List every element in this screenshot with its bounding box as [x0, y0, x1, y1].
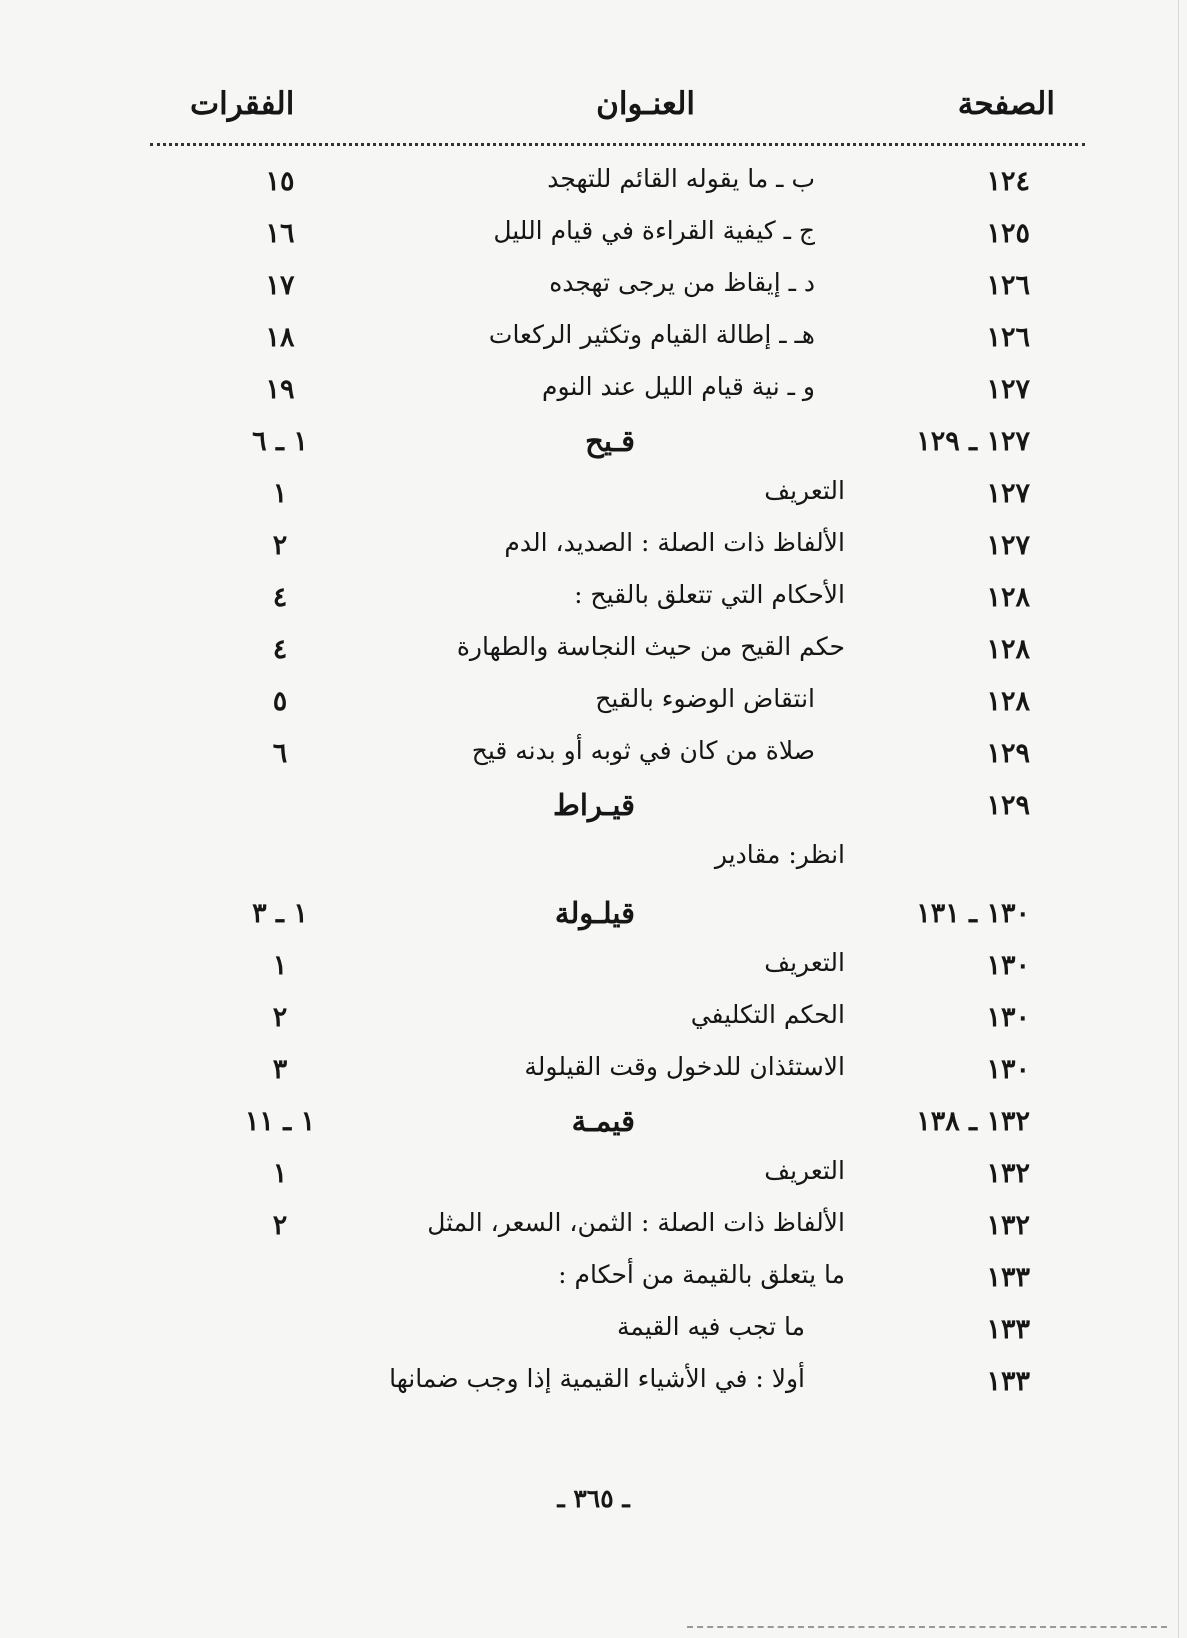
toc-page-number: ١٣٠ [986, 1002, 1030, 1033]
toc-page-number: ١٢٦ [986, 322, 1030, 353]
toc-paragraph-range: ٤ [272, 582, 288, 613]
toc-heading-title: قيلـولة [554, 896, 635, 930]
toc-row [150, 368, 1085, 420]
toc-paragraph-range: ١٦ [265, 218, 295, 249]
toc-entry-title: التعريف [764, 1156, 845, 1185]
toc-entry-title: ج ـ كيفية القراءة في قيام الليل [493, 216, 815, 245]
toc-row [150, 732, 1085, 784]
toc-row [150, 1152, 1085, 1204]
toc-page-number: ١٣٠ [986, 950, 1030, 981]
toc-heading-row [150, 1100, 1085, 1152]
toc-heading-title: قيـراط [553, 788, 635, 822]
page-number: ـ ٣٦٥ ـ [557, 1484, 630, 1513]
toc-heading-title: قـيح [585, 424, 635, 458]
toc-paragraph-range: ١ [272, 478, 288, 509]
toc-paragraph-range: ١٥ [265, 166, 295, 197]
toc-paragraph-range: ١ [272, 950, 288, 981]
toc-page-number: ١٢٨ [986, 634, 1030, 665]
toc-paragraph-range: ٤ [272, 634, 288, 665]
toc-entry-title: ما تجب فيه القيمة [616, 1312, 805, 1341]
page-column-label: الصفحة [957, 86, 1055, 122]
toc-paragraph-range: ٦ [272, 738, 288, 769]
toc-page-number: ١٣٢ [986, 1210, 1030, 1241]
toc-page-number: ١٣٣ [986, 1314, 1030, 1345]
toc-page-number: ١٢٧ [986, 374, 1030, 405]
toc-entry-title: ب ـ ما يقوله القائم للتهجد [547, 164, 815, 193]
toc-page-number: ١٢٧ [986, 530, 1030, 561]
scan-artifact-line [687, 1626, 1167, 1628]
toc-entry-title: الألفاظ ذات الصلة : الصديد، الدم [504, 528, 845, 557]
toc-entry-title: الاستئذان للدخول وقت القيلولة [524, 1052, 845, 1081]
toc-paragraph-range: ١٩ [265, 374, 295, 405]
toc-page-number: ١٢٩ [986, 790, 1030, 821]
toc-page-number: ١٢٧ ـ ١٢٩ [916, 426, 1030, 457]
toc-paragraph-range: ٢ [272, 530, 288, 561]
toc-page-number: ١٢٨ [986, 582, 1030, 613]
toc-paragraph-range: ١ ـ ٣ [252, 898, 308, 929]
toc-heading-row [150, 784, 1085, 836]
toc-list [150, 160, 1085, 1412]
toc-paragraph-range: ٢ [272, 1210, 288, 1241]
toc-page-number: ١٣٠ [986, 1054, 1030, 1085]
toc-heading-row [150, 892, 1085, 944]
scan-edge [1178, 0, 1179, 1638]
toc-paragraph-range: ١٧ [265, 270, 295, 301]
toc-paragraph-range: ١ [272, 1158, 288, 1189]
toc-page-number: ١٢٩ [986, 738, 1030, 769]
toc-paragraph-range: ٢ [272, 1002, 288, 1033]
toc-entry-title: الألفاظ ذات الصلة : الثمن، السعر، المثل [427, 1208, 845, 1237]
toc-paragraph-range: ١ ـ ١١ [244, 1106, 316, 1137]
toc-page-number: ١٣٢ [986, 1158, 1030, 1189]
toc-row [150, 524, 1085, 576]
toc-page-number: ١٣٢ ـ ١٣٨ [916, 1106, 1030, 1137]
toc-entry-title: صلاة من كان في ثوبه أو بدنه قيح [471, 736, 815, 765]
toc-row [150, 1308, 1085, 1360]
toc-paragraph-range: ٣ [272, 1054, 288, 1085]
toc-page-number: ١٢٤ [986, 166, 1030, 197]
toc-entry-title: التعريف [764, 476, 845, 505]
toc-entry-title: و ـ نية قيام الليل عند النوم [542, 372, 815, 401]
toc-entry-title: انظر: مقادير [714, 840, 845, 869]
toc-row [150, 944, 1085, 996]
toc-heading-row [150, 420, 1085, 472]
toc-row [150, 576, 1085, 628]
toc-row [150, 316, 1085, 368]
toc-page-number: ١٣٣ [986, 1366, 1030, 1397]
toc-row [150, 212, 1085, 264]
paragraphs-column-label: الفقرات [190, 86, 295, 122]
toc-entry-title: الأحكام التي تتعلق بالقيح : [574, 580, 845, 609]
toc-row [150, 836, 1085, 892]
toc-entry-title: أولا : في الأشياء القيمية إذا وجب ضمانها [389, 1364, 805, 1393]
toc-header [150, 86, 1085, 146]
toc-row [150, 680, 1085, 732]
toc-entry-title: التعريف [764, 948, 845, 977]
toc-row [150, 996, 1085, 1048]
title-column-label: العنـوان [596, 86, 695, 122]
toc-row [150, 1256, 1085, 1308]
toc-page-number: ١٢٨ [986, 686, 1030, 717]
toc-page-number: ١٢٥ [986, 218, 1030, 249]
toc-page-number: ١٣٣ [986, 1262, 1030, 1293]
toc-row [150, 264, 1085, 316]
toc-entry-title: هـ ـ إطالة القيام وتكثير الركعات [488, 320, 815, 349]
toc-page-number: ١٢٧ [986, 478, 1030, 509]
toc-entry-title: انتقاض الوضوء بالقيح [595, 684, 815, 713]
toc-row [150, 1048, 1085, 1100]
toc-row [150, 628, 1085, 680]
toc-row [150, 160, 1085, 212]
toc-heading-title: قيمـة [571, 1104, 635, 1138]
toc-page-number: ١٣٠ ـ ١٣١ [916, 898, 1030, 929]
toc-paragraph-range: ١ ـ ٦ [252, 426, 308, 457]
header-dotted-rule [150, 143, 1085, 146]
toc-paragraph-range: ١٨ [265, 322, 295, 353]
toc-row [150, 1360, 1085, 1412]
toc-page-number: ١٢٦ [986, 270, 1030, 301]
toc-entry-title: د ـ إيقاظ من يرجى تهجده [549, 268, 815, 297]
toc-paragraph-range: ٥ [272, 686, 288, 717]
toc-entry-title: حكم القيح من حيث النجاسة والطهارة [456, 632, 845, 661]
toc-entry-title: ما يتعلق بالقيمة من أحكام : [558, 1260, 845, 1289]
toc-row [150, 472, 1085, 524]
toc-entry-title: الحكم التكليفي [690, 1000, 845, 1029]
toc-row [150, 1204, 1085, 1256]
